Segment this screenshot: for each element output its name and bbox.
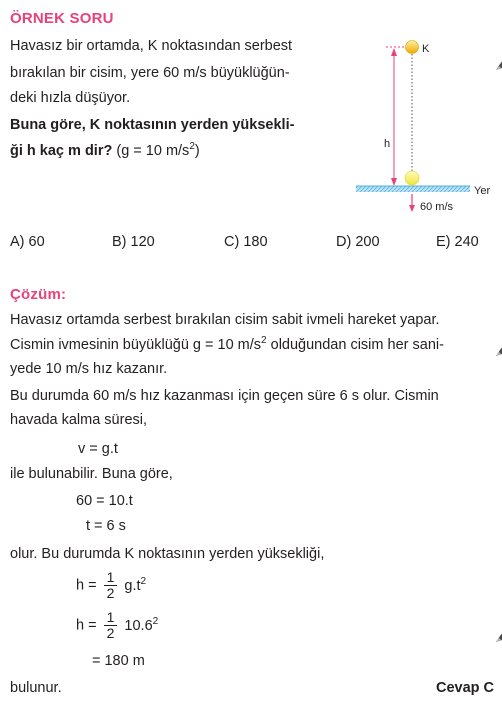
solution-p1-line2: Cismin ivmesinin büyüklüğü g = 10 $m/s^2$ olduğundan cisim her sani- xyxy=(10,335,444,353)
ball-at-k xyxy=(406,41,419,54)
fraction-one-half: $\frac{1}{2}$ xyxy=(104,610,118,641)
ground xyxy=(356,186,470,192)
choice-a: A) 60 xyxy=(10,234,45,250)
label-h: h xyxy=(384,138,391,150)
label-ground: Yer xyxy=(474,185,491,197)
question-line-1: Havasız bir ortamda, K noktasından serbest xyxy=(10,38,293,54)
solution-p1-line1: Havasız ortamda serbest bırakılan cisim sabit ivmeli hareket yapar. xyxy=(10,312,440,328)
solution-p2-line2: havada kalma süresi, xyxy=(10,412,148,428)
equation-v-gt: v = g.t xyxy=(78,441,118,457)
choice-e: E) 240 xyxy=(436,234,479,250)
free-fall-figure xyxy=(350,34,502,220)
height-arrow-bottom xyxy=(391,178,397,186)
equation-h-half-gt2: h = $\frac{1}{2}$ $g.t^2$ xyxy=(76,569,147,601)
equation-60-10t: 60 = 10.t xyxy=(76,493,133,509)
choice-b: B) 120 xyxy=(112,234,155,250)
solution-p3: ile bulunabilir. Buna göre, xyxy=(10,466,173,482)
equation-h-half-10-6-2: h = $\frac{1}{2}$ 10.6$^2$ xyxy=(76,609,159,641)
question-line-3: deki hızla düşüyor. xyxy=(10,90,131,106)
pencil-icon xyxy=(494,50,502,72)
question-bold-line-2 xyxy=(10,140,200,162)
solution-p1-line3: yede 10 m/s hız kazanır. xyxy=(10,361,168,377)
pencil-icon xyxy=(494,622,502,644)
solution-p2-line1: Bu durumda 60 m/s hız kazanması için geçen süre 6 s olur. Cismin xyxy=(10,388,439,404)
equation-result: = 180 m xyxy=(92,653,145,669)
given-gravity: (g = 10 $m/s^2$) xyxy=(116,141,200,159)
solution-title: Çözüm: xyxy=(10,286,67,303)
question-ask: ği h kaç m dir? xyxy=(10,143,113,159)
height-arrow-top xyxy=(391,48,397,56)
label-k: K xyxy=(422,43,430,55)
choice-c: C) 180 xyxy=(224,234,268,250)
choice-d: D) 200 xyxy=(336,234,380,250)
answer-label: Cevap C xyxy=(435,680,494,696)
question-bold-line-1: Buna göre, K noktasının yerden yüksekli- xyxy=(10,117,295,133)
solution-p4: olur. Bu durumda K noktasının yerden yüksekliği, xyxy=(10,546,325,562)
solution-p5: bulunur. xyxy=(10,680,62,696)
equation-t-6s: t = 6 s xyxy=(86,518,126,534)
ball-at-ground xyxy=(405,171,419,185)
pencil-icon xyxy=(494,336,502,358)
example-title: ÖRNEK SORU xyxy=(10,10,114,27)
label-velocity: 60 m/s xyxy=(420,201,454,213)
fraction-one-half: $\frac{1}{2}$ xyxy=(104,570,118,601)
question-line-2: bırakılan bir cisim, yere 60 m/s büyüklüğün- xyxy=(10,65,290,81)
